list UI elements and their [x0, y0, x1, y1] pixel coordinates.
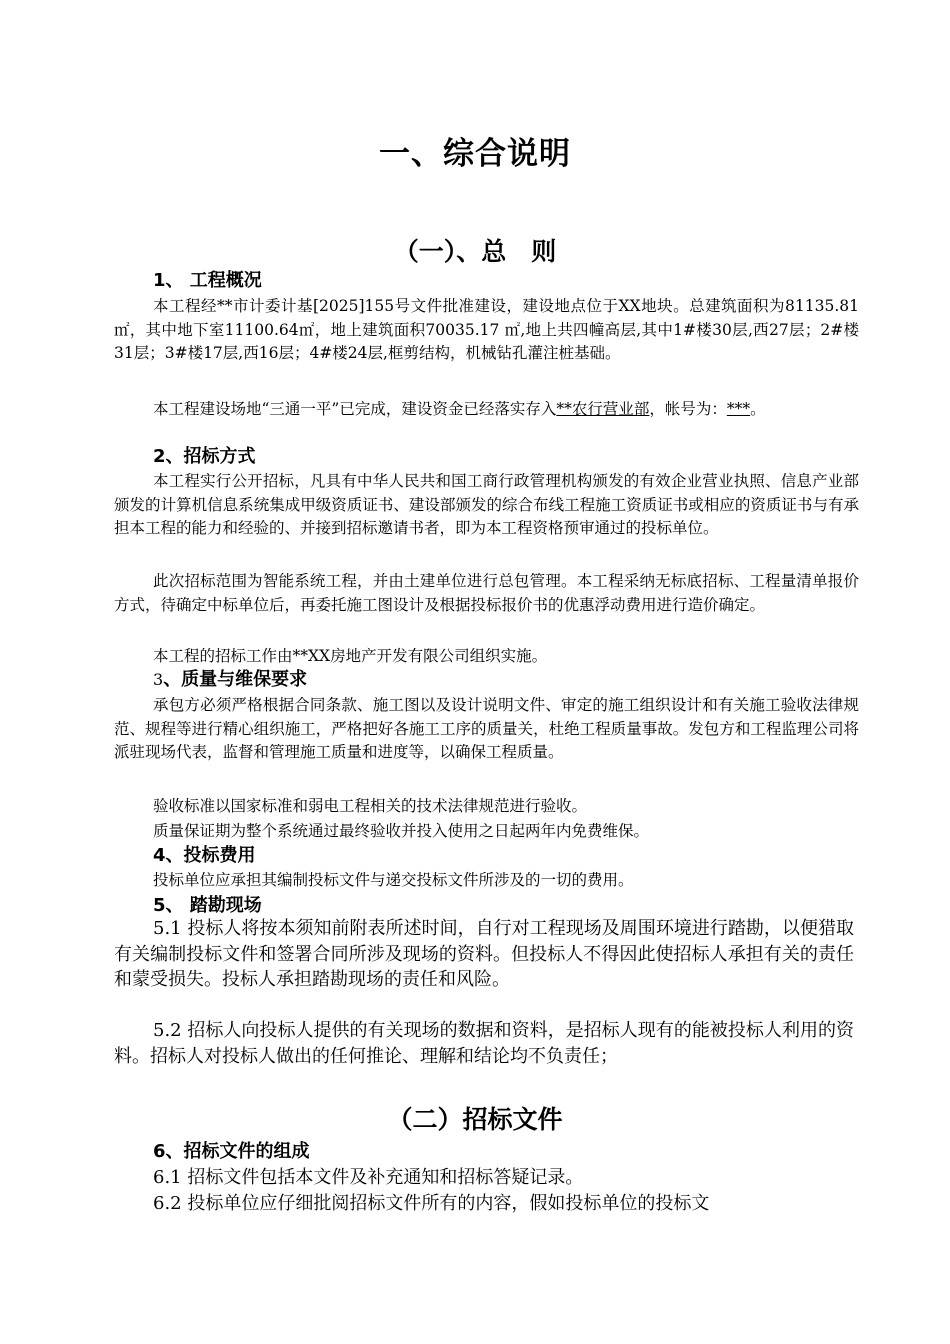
paragraph-site-inspection-5-2: 5.2 招标人向投标人提供的有关现场的数据和资料，是招标人现有的能被投标人利用的资料。招标人对投标人做出的任何推论、理解和结论均不负责任； — [114, 1020, 854, 1067]
section-heading-tender-documents: （二）招标文件 — [387, 1105, 563, 1134]
subheading-document-composition: 6、招标文件的组成 — [153, 1141, 310, 1162]
subheading-site-inspection: 5、 踏勘现场 — [153, 895, 262, 916]
bank-name: **农行营业部 — [556, 400, 650, 418]
paragraph-project-overview: 本工程经**市计委计基[2025]155号文件批准建设，建设地点位于XX地块。总建筑面积为81135.81㎡，其中地下室11100.64㎡，地上建筑面积70035.17 ㎡,地上共四幢高层,其中1#楼30层,西27层；2#楼31层；3#楼17层,西16层；4#楼24层,框剪结构，机械钻孔灌注桩基础。 — [114, 297, 859, 363]
paragraph-warranty-period: 质量保证期为整个系统通过最终验收并投入使用之日起两年内免费维保。 — [153, 822, 650, 840]
paragraph-tender-costs: 投标单位应承担其编制投标文件与递交投标文件所涉及的一切的费用。 — [153, 871, 634, 889]
paragraph-acceptance-standard: 验收标准以国家标准和弱电工程相关的技术法律规范进行验收。 — [153, 797, 588, 815]
paragraph-document-6-2: 6.2 投标单位应仔细批阅招标文件所有的内容，假如投标单位的投标文 — [153, 1193, 710, 1214]
subheading-quality-maintenance: 3、质量与维保要求 — [153, 669, 308, 690]
paragraph-tender-method: 本工程实行公开招标，凡具有中华人民共和国工商行政管理机构颁发的有效企业营业执照、信息产业部颁发的计算机信息系统集成甲级资质证书、建设部颁发的综合布线工程施工资质证书或相应的资质证书与有承担本工程的能力和经验的、并接到招标邀请书者，即为本工程资格预审通过的投标单位。 — [114, 472, 859, 538]
subheading-tender-costs: 4、投标费用 — [153, 845, 256, 866]
subheading-tender-method: 2、招标方式 — [153, 446, 256, 467]
paragraph-site-inspection-5-1: 5.1 投标人将按本须知前附表所述时间，自行对工程现场及周围环境进行踏勘，以便猎取有关编制投标文件和签署合同所涉及现场的资料。但投标人不得因此使招标人承担有关的责任和蒙受损失。投标人承担踏勘现场的责任和风险。 — [114, 918, 854, 990]
paragraph-site-funding: 本工程建设场地“三通一平”已完成，建设资金已经落实存入**农行营业部，帐号为：***。 — [153, 400, 766, 418]
paragraph-tender-scope: 此次招标范围为智能系统工程，并由土建单位进行总包管理。本工程采纳无标底招标、工程量清单报价方式，待确定中标单位后，再委托施工图设计及根据投标报价书的优惠浮动费用进行造价确定。 — [114, 572, 859, 614]
paragraph-tender-organizer: 本工程的招标工作由**XX房地产开发有限公司组织实施。 — [153, 647, 548, 665]
paragraph-document-6-1: 6.1 招标文件包括本文件及补充通知和招标答疑记录。 — [153, 1167, 584, 1188]
account-number: *** — [726, 400, 751, 418]
paragraph-quality-requirements: 承包方必须严格根据合同条款、施工图以及设计说明文件、审定的施工组织设计和有关施工验收法律规范、规程等进行精心组织施工，严格把好各施工工序的质量关，杜绝工程质量事故。发包方和工程监理公司将派驻现场代表，监督和管理施工质量和进度等，以确保工程质量。 — [114, 696, 859, 762]
subheading-project-overview: 1、 工程概况 — [153, 270, 262, 291]
section-heading-general: （一）、总 则 — [393, 237, 557, 266]
document-title: 一、综合说明 — [379, 136, 571, 172]
